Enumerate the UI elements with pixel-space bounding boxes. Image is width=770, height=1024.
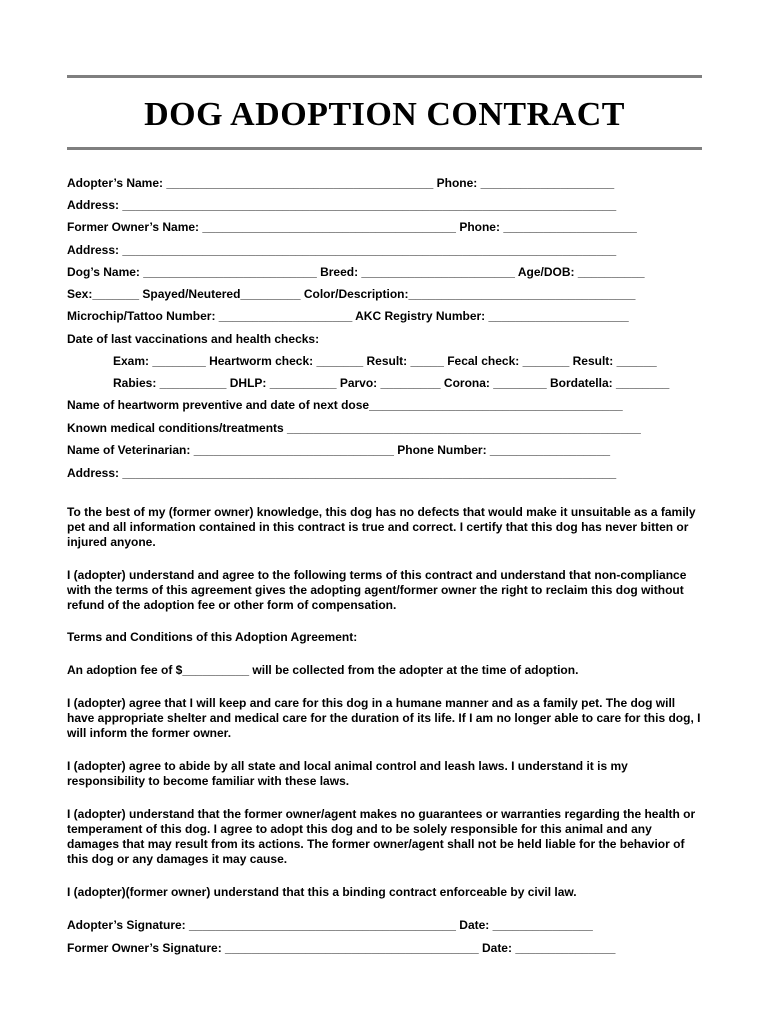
adopter-signature-field[interactable]: Adopter’s Signature: ________________________________________ Date: _______________ [67,918,593,932]
adopter-address-field[interactable]: Address: __________________________________________________________________________ [67,198,617,212]
vaccinations-heading: Date of last vaccinations and health checks: [67,332,320,346]
laws-paragraph: I (adopter) agree to abide by all state and local animal control and leash laws. I understand it is my responsibility to become familiar with these laws. [67,759,628,788]
microchip-akc-field[interactable]: Microchip/Tattoo Number: ____________________ AKC Registry Number: _____________________ [67,309,629,323]
top-rule [67,75,702,78]
owner-certification-paragraph: To the best of my (former owner) knowledge, this dog has no defects that would make it unsuitable as a family pet and all information contained in this contract is true and correct. I certify that this dog has never bitten or injured anyone. [67,505,696,549]
former-owner-address-field[interactable]: Address: __________________________________________________________________________ [67,243,617,257]
medical-conditions-field[interactable]: Known medical conditions/treatments _____________________________________________________ [67,421,641,435]
title-rule [67,147,702,150]
exam-heartworm-fecal-field[interactable]: Exam: ________ Heartworm check: _______ Result: _____ Fecal check: _______ Result: ______ [113,354,657,368]
adoption-fee-field[interactable]: An adoption fee of $__________ will be collected from the adopter at the time of adoption. [67,663,579,677]
veterinarian-field[interactable]: Name of Veterinarian: ______________________________ Phone Number: __________________ [67,443,611,457]
rabies-dhlp-parvo-field[interactable]: Rabies: __________ DHLP: __________ Parvo: _________ Corona: ________ Bordatella: ________ [113,376,670,390]
binding-contract-paragraph: I (adopter)(former owner) understand that this a binding contract enforceable by civil law. [67,885,577,899]
former-owner-signature-field[interactable]: Former Owner’s Signature: ______________________________________ Date: _______________ [67,941,616,955]
veterinarian-address-field[interactable]: Address: __________________________________________________________________________ [67,466,617,480]
adopter-name-field[interactable]: Adopter’s Name: ________________________________________ Phone: ____________________ [67,176,615,190]
former-owner-name-field[interactable]: Former Owner’s Name: ______________________________________ Phone: ____________________ [67,220,637,234]
document-title: DOG ADOPTION CONTRACT [144,96,625,133]
dog-name-field[interactable]: Dog’s Name: __________________________ Breed: _______________________ Age/DOB: __________ [67,265,645,279]
adopter-agreement-paragraph: I (adopter) understand and agree to the following terms of this contract and understand that non-compliance with the terms of this agreement gives the adopting agent/former owner the right to reclaim this dog without refund of the adoption fee or other form of compensation. [67,568,687,612]
care-paragraph: I (adopter) agree that I will keep and care for this dog in a humane manner and as a family pet. The dog will have appropriate shelter and medical care for the duration of its life. If I am no longer able to care for this dog, I will inform the former owner. [67,696,701,740]
sex-spayed-color-field[interactable]: Sex:_______ Spayed/Neutered_________ Color/Description:__________________________________ [67,287,636,301]
liability-paragraph: I (adopter) understand that the former owner/agent makes no guarantees or warranties regarding the health or temperament of this dog. I agree to adopt this dog and to be solely responsible for this animal and any damages that may result from its actions. The former owner/agent shall not be held liable for the behavior of this dog or any damages it may cause. [67,807,696,866]
heartworm-preventive-field[interactable]: Name of heartworm preventive and date of next dose______________________________________ [67,398,623,412]
terms-heading: Terms and Conditions of this Adoption Agreement: [67,630,358,644]
